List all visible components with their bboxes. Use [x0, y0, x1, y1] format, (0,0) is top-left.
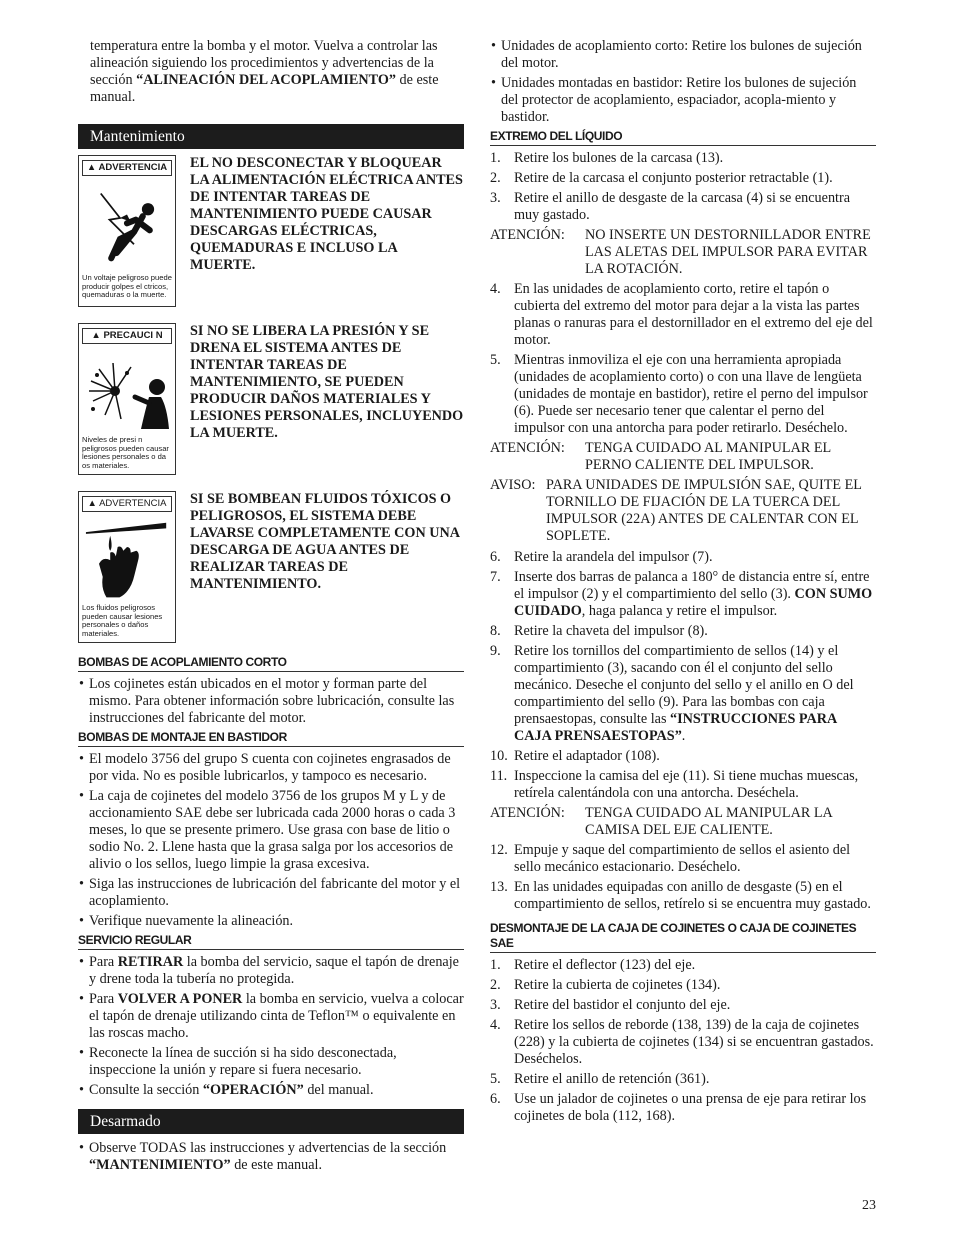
maintenance-header: Mantenimiento: [78, 124, 464, 149]
warning-label-box: [78, 491, 176, 643]
right-column: [490, 38, 876, 1128]
warning-text: SI NO SE LIBERA LA PRESIÓN Y SE DRENA EL SISTEMA ANTES DE INTENTAR TAREAS DE MANTENIMIENTO, SE PUEDEN PRODUCIR DAÑOS MATERIALES Y LESIONES PERSONALES, INCLUYENDO LA MUERTE.: [190, 323, 464, 441]
bearing-steps: [490, 957, 876, 1125]
step-item: 9. Retire los tornillos del compartimiento de sellos (14) y el compartimiento (3), sacando con él el conjunto del sello mecánico. Deseche el conjunto del sello y el anillo en O del compartimiento del sello (9). Para las bombas con caja prensaestopas, consulte las “INSTRUCCIONES PARA CAJA PRENSAESTOPAS”.: [490, 643, 854, 744]
warning-caption: Un voltaje peligroso puede producir golpes el ctricos, quemaduras o la muerte.: [82, 273, 172, 299]
caution-label: ▲ PRECAUCI N: [82, 328, 172, 344]
list-item: • Siga las instrucciones de lubricación del fabricante del motor y el acoplamiento.: [78, 876, 464, 910]
warning-caption: Los fluidos peligrosos pueden causar lesiones personales o daños materiales.: [82, 603, 163, 638]
warning-label-box: [78, 155, 176, 307]
step-item: 10. Retire el adaptador (108).: [490, 748, 660, 764]
alert-triangle-icon: ▲: [91, 330, 101, 341]
alert-triangle-icon: ▲: [87, 498, 97, 509]
list-item: • Para RETIRAR la bomba del servicio, saque el tapón de drenaje y drene toda la tubería no protegida.: [78, 954, 464, 988]
unit-type-list: [490, 38, 876, 126]
caution-note: ATENCIÓN: TENGA CUIDADO AL MANIPULAR LA CAMISA DEL EJE CALIENTE.: [490, 805, 832, 838]
frame-mounted-list: [78, 751, 464, 930]
list-item: • Unidades montadas en bastidor: Retire los bulones de sujeción del protector de acoplamiento, espaciador, acopla-miento y bastidor.: [490, 75, 876, 126]
warning-text: EL NO DESCONECTAR Y BLOQUEAR LA ALIMENTACIÓN ELÉCTRICA ANTES DE INTENTAR TAREAS DE MANTENIMIENTO PUEDE CAUSAR DESCARGAS ELÉCTRICAS, QUEMADURAS E INCLUSO LA MUERTE.: [190, 155, 463, 273]
list-item: • Para VOLVER A PONER la bomba en servicio, vuelva a colocar el tapón de drenaje utilizando cinta de Teflon™ o equivalente en las roscas macho.: [78, 991, 464, 1042]
liquid-end-heading: EXTREMO DEL LÍQUIDO: [490, 129, 876, 146]
step-item: 6. Retire la arandela del impulsor (7).: [490, 549, 713, 565]
liquid-end-steps: [490, 150, 876, 224]
notice-note: AVISO: PARA UNIDADES DE IMPULSIÓN SAE, QUITE EL TORNILLO DE FIJACIÓN DE LA TUERCA DEL IMPULSOR (22A) ANTES DE CALENTAR CON EL SOPLETE.: [490, 477, 862, 544]
step-item: 12. Empuje y saque del compartimiento de sellos el asiento del sello mecánico estacionario. Deséchelo.: [490, 842, 851, 875]
warning-label: ▲ ADVERTENCIA: [82, 496, 172, 512]
close-coupled-list: [78, 676, 464, 727]
warning-label: ▲ ADVERTENCIA: [82, 160, 172, 176]
caution-note: ATENCIÓN: NO INSERTE UN DESTORNILLADOR ENTRE LAS ALETAS DEL IMPULSOR PARA EVITAR LA ROTACIÓN.: [490, 227, 871, 277]
list-item: • Los cojinetes están ubicados en el motor y forman parte del mismo. Para obtener información sobre lubricación, consulte las instrucciones del fabricante del motor.: [78, 676, 464, 727]
warning-toxic: [78, 491, 464, 643]
step-item: 13. En las unidades equipadas con anillo de desgaste (5) en el compartimiento de sellos, retírelo si se encuentra muy gastado.: [490, 879, 871, 912]
caution-note: ATENCIÓN: TENGA CUIDADO AL MANIPULAR EL PERNO CALIENTE DEL IMPULSOR.: [490, 440, 831, 473]
disassembly-header: Desarmado: [78, 1109, 464, 1134]
step-item: 4. Retire los sellos de reborde (138, 139) de la caja de cojinetes (228) y la cubierta de cojinetes (134) si se encuentran gastados. Deséchelos.: [490, 1017, 874, 1067]
step-item: 2. Retire de la carcasa el conjunto posterior retractable (1).: [490, 170, 833, 186]
list-item: • Observe TODAS las instrucciones y advertencias de la sección “MANTENIMIENTO” de este manual.: [78, 1140, 464, 1174]
disassembly-list: [78, 1140, 464, 1174]
step-item: 3. Retire del bastidor el conjunto del eje.: [490, 997, 731, 1013]
left-column: [78, 38, 464, 1177]
step-item: 6. Use un jalador de cojinetes o una prensa de eje para retirar los cojinetes de bola (112, 168).: [490, 1091, 867, 1124]
step-item: 1. Retire el deflector (123) del eje.: [490, 957, 696, 973]
step-item: 1. Retire los bulones de la carcasa (13).: [490, 150, 724, 166]
regular-service-heading: SERVICIO REGULAR: [78, 933, 464, 950]
list-item: • Consulte la sección “OPERACIÓN” del manual.: [78, 1082, 464, 1099]
warning-text: SI SE BOMBEAN FLUIDOS TÓXICOS O PELIGROSOS, EL SISTEMA DEBE LAVARSE COMPLETAMENTE CON UNA DESCARGA DE AGUA ANTES DE REALIZAR TAREAS DE MANTENIMIENTO.: [190, 491, 460, 592]
close-coupled-heading: BOMBAS DE ACOPLAMIENTO CORTO: [78, 655, 464, 672]
list-item: • Reconecte la línea de succión si ha sido desconectada, inspeccione la unión y repare si fuera necesario.: [78, 1045, 464, 1079]
list-item: • La caja de cojinetes del modelo 3756 de los grupos M y L y de accionamiento SAE debe ser lubricada cada 2000 horas o cada 3 meses, lo que se presente primero. Use grasa con base de litio o sodio No. 2. Llene hasta que la grasa salga por los accesorios de alivio o los sellos, luego limpie la grasa excesiva.: [78, 788, 464, 873]
warning-pressure: [78, 323, 464, 475]
list-item: • El modelo 3756 del grupo S cuenta con cojinetes engrasados de por vida. No es posible lubricarlos, y tampoco es necesario.: [78, 751, 464, 785]
step-item: 11. Inspeccione la camisa del eje (11). Si tiene muchas muescas, retírela calentándola con una antorcha. Deséchela.: [490, 768, 859, 801]
list-item: • Unidades de acoplamiento corto: Retire los bulones de sujeción del motor.: [490, 38, 876, 72]
bearing-heading: DESMONTAJE DE LA CAJA DE COJINETES O CAJA DE COJINETES SAE: [490, 921, 876, 953]
step-item: 5. Retire el anillo de retención (361).: [490, 1071, 710, 1087]
warning-electric: [78, 155, 464, 307]
frame-mounted-heading: BOMBAS DE MONTAJE EN BASTIDOR: [78, 730, 464, 747]
alert-triangle-icon: ▲: [86, 162, 97, 173]
step-item: 3. Retire el anillo de desgaste de la carcasa (4) si se encuentra muy gastado.: [490, 190, 851, 223]
step-item: 8. Retire la chaveta del impulsor (8).: [490, 623, 708, 639]
intro-paragraph: [78, 38, 464, 106]
warning-caption: Niveles de presi n peligrosos pueden causar lesiones personales o da os materiales.: [82, 435, 169, 470]
intro-bold: “ALINEACIÓN DEL ACOPLAMIENTO”: [136, 72, 396, 88]
intro-text-end: de este manual.: [90, 72, 439, 105]
step-item: 5. Mientras inmoviliza el eje con una herramienta apropiada (unidades de acoplamiento corto) o con una llave de lengüeta (unidades de montaje en bastidor), retire el perno del impulsor (6). Puede ser necesario tener que calentar el perno del impulsor con una antorcha para poder retirarlo. Deséchelo.: [490, 352, 868, 436]
page-number: 23: [862, 1198, 876, 1213]
list-item: • Verifique nuevamente la alineación.: [78, 913, 464, 930]
electric-shock-icon: [79, 183, 175, 267]
regular-service-list: [78, 954, 464, 1099]
step-item: 4. En las unidades de acoplamiento corto, retire el tapón o cubierta del extremo del motor para dejar a la vista las partes planas o ranuras para el destornillador en el extremo del eje del motor.: [490, 281, 873, 348]
step-item: 2. Retire la cubierta de cojinetes (134).: [490, 977, 721, 993]
step-item: 7. Inserte dos barras de palanca a 180° de distancia entre sí, entre el impulsor (2) y el compartimiento del sello (3). CON SUMO CUIDADO, haga palanca y retire el impulsor.: [490, 569, 873, 619]
pressure-explosion-icon: [79, 351, 175, 435]
corrosive-hand-icon: [79, 519, 175, 603]
warning-label-box: [78, 323, 176, 475]
intro-text: temperatura entre la bomba y el motor. Vuelva a controlar las alineación siguiendo los procedimientos y advertencias de la sección: [90, 38, 438, 88]
